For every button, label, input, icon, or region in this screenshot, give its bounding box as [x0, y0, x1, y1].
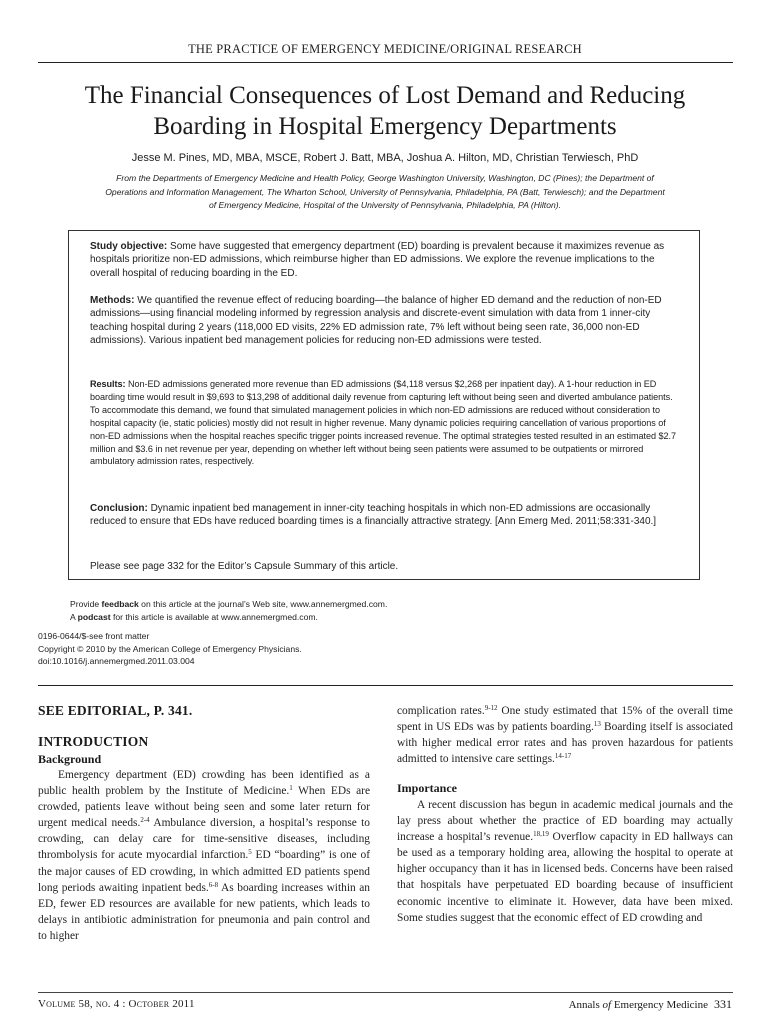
bg-text-3: Ambulance diversion, a hospital’s response to crowding, can delay care for time-sensitive diseases, including thrombolysis for acute myocardial infarction. — [38, 817, 370, 862]
bg-text-5: As boarding increases within an ED, fewer ED resources are available for new patients, which leads to delays in antibiotic administration for pneumonia and pain control and to higher — [38, 881, 370, 942]
abstract-methods — [90, 294, 682, 348]
bg-text-2: When EDs are crowded, patients leave without being seen and some later return for urgent medical needs. — [38, 785, 370, 830]
conclusion-text: Dynamic inpatient bed management in inner-city teaching hospitals in which non-ED admissions are occasionally reduced to ensure that EDs have reduced boarding times is a financially attractive strategy. [Ann Emerg Med. 2011;58:331-340.] — [90, 503, 657, 528]
methods-label: Methods: — [90, 295, 135, 306]
podcast-line — [70, 611, 670, 624]
article-meta — [38, 630, 538, 668]
top-rule — [38, 62, 733, 63]
bg-text-4: ED “boarding” is one of the major causes of ED crowding, in which admitted ED patients spend long periods awaiting inpatient beds. — [38, 849, 370, 894]
objective-text: Some have suggested that emergency department (ED) boarding is prevalent because it maximizes revenue as hospitals prioritize non-ED admissions, which reimburse higher than ED admissions. We explore the revenue implications to the overall hospital of reducing boarding in the ED. — [90, 241, 665, 279]
importance-paragraph — [397, 797, 733, 926]
section-rule — [38, 685, 733, 686]
title-line-1: The Financial Consequences of Lost Demand and Reducing — [84, 82, 686, 109]
background-continued — [397, 703, 733, 767]
feedback-notes — [70, 598, 670, 623]
affiliations — [30, 172, 740, 213]
right-text-1: complication rates. — [397, 705, 485, 717]
ref-5: 9-12 — [484, 704, 498, 712]
ref-2: 2-4 — [140, 816, 150, 825]
abstract-results — [90, 378, 682, 468]
page-number: 331 — [714, 997, 732, 1011]
imp-text-2: Overflow capacity in ED hallways can be used as a temporary holding area, allowing the hospital to operate at higher occupancy than it has in licensed beds. Concerns have been raised that hospitals have perpetuated ED boarding because of insufficient economic incentive to eliminate it. However, data have been mixed. Some studies suggest that the economic effect of ED crowding and — [397, 831, 733, 924]
affiliation-line-2: Operations and Information Management, The Wharton School, University of Pennsylvania, Philadelphia, PA (Batt, Terwiesch); and the Department — [105, 186, 665, 197]
ref-3: 5 — [248, 848, 252, 857]
affiliation-line-1: From the Departments of Emergency Medicine and Health Policy, George Washington University, Washington, DC (Pines); the Department of — [116, 173, 654, 183]
running-head: THE PRACTICE OF EMERGENCY MEDICINE/ORIGINAL RESEARCH — [188, 42, 582, 56]
doi[interactable]: doi:10.1016/j.annemergmed.2011.03.004 — [38, 656, 195, 667]
background-heading: Background — [38, 752, 102, 766]
feedback-line — [70, 598, 670, 611]
see-editorial: SEE EDITORIAL, P. 341. — [38, 703, 193, 718]
introduction-heading: INTRODUCTION — [38, 734, 149, 749]
bg-text-1: Emergency department (ED) crowding has been identified as a public health problem by the Institute of Medicine. — [38, 769, 370, 798]
article-title — [40, 80, 730, 142]
abstract-objective — [90, 240, 682, 280]
journal-name-pre: Annals — [568, 999, 603, 1011]
right-text-3: Boarding itself is associated with higher medical error rates and has proven hazardous for patients admitted to intensive care settings. — [397, 721, 733, 766]
podcast-pre: A — [70, 611, 78, 622]
background-paragraph — [38, 767, 370, 944]
feedback-link-text[interactable]: on this article at the journal’s Web site, www.annemergmed.com. — [138, 599, 388, 609]
objective-label: Study objective: — [90, 241, 168, 252]
importance-heading: Importance — [397, 781, 457, 795]
ref-4: 6-8 — [208, 880, 219, 889]
podcast-bold: podcast — [77, 611, 111, 622]
issn: 0196-0644/$-see front matter — [38, 631, 150, 641]
volume-info: Volume 58, no. 4 : October 2011 — [38, 998, 195, 1010]
methods-text: We quantified the revenue effect of reducing boarding—the balance of higher ED demand and the reduction of non-ED admissions—using financial modeling informed by regression analysis and discrete-event simulation with data from 1 inner-city teaching hospital during 2 years (118,000 ED visits, 22% ED admission rate, 7% left without being seen rate, 36,000 non-ED admissions). Various inpatient bed management policies for reducing non-ED admissions were tested. — [90, 295, 662, 347]
copyright: Copyright © 2010 by the American College of Emergency Physicians. — [38, 643, 302, 654]
abstract-conclusion — [90, 502, 682, 529]
journal-footer — [569, 997, 732, 1012]
imp-text-1: A recent discussion has begun in academic medical journals and the lay press about whether the practice of ED boarding may actually increase a hospital’s revenue. — [397, 799, 733, 844]
right-text-2: One study estimated that 15% of the overall time spent in US EDs was by patients boarding. — [397, 705, 733, 734]
footer-rule — [38, 992, 733, 993]
ref-1: 1 — [289, 784, 293, 793]
journal-name-of: of — [602, 999, 612, 1011]
podcast-link-text[interactable]: for this article is available at www.annemergmed.com. — [110, 611, 318, 622]
conclusion-label: Conclusion: — [90, 503, 148, 514]
journal-name-post: Emergency Medicine — [611, 999, 708, 1011]
author-list: Jesse M. Pines, MD, MBA, MSCE, Robert J. Batt, MBA, Joshua A. Hilton, MD, Christian Terwiesch, PhD — [131, 152, 639, 164]
results-label: Results: — [90, 379, 126, 389]
feedback-bold: feedback — [101, 599, 139, 609]
affiliation-line-3: of Emergency Medicine, Hospital of the University of Pennsylvania, Philadelphia, PA (Hilton). — [208, 200, 562, 210]
results-text: Non-ED admissions generated more revenue than ED admissions ($4,118 versus $2,268 per inpatient day). A 1-hour reduction in ED boarding time would result in $9,693 to $13,298 of additional daily revenue from capturing left without being seen and diverted ambulance patients. To accommodate this demand, we found that simulated management policies in which non-ED admissions are reduced without consideration to hospital capacity (ie, static policies) mostly did not result in higher revenue. Many dynamic policies requiring cancellation of various proportions of non-ED admissions when the hospital reaches specific trigger points increased revenue. The optimal strategies tested resulted in an estimated $2.7 million and $3.6 in net revenue per year, depending on whether left without being seen patients were assumed to be outpatients or mirrored ambulatory admission rates, respectively. — [90, 379, 676, 467]
capsule-note: Please see page 332 for the Editor’s Capsule Summary of this article. — [90, 561, 399, 572]
feedback-pre: Provide — [70, 599, 102, 609]
ref-8: 18,19 — [533, 830, 549, 839]
ref-7: 14-17 — [554, 752, 572, 761]
title-line-2: Boarding in Hospital Emergency Departments — [153, 113, 617, 140]
ref-6: 13 — [593, 720, 601, 729]
